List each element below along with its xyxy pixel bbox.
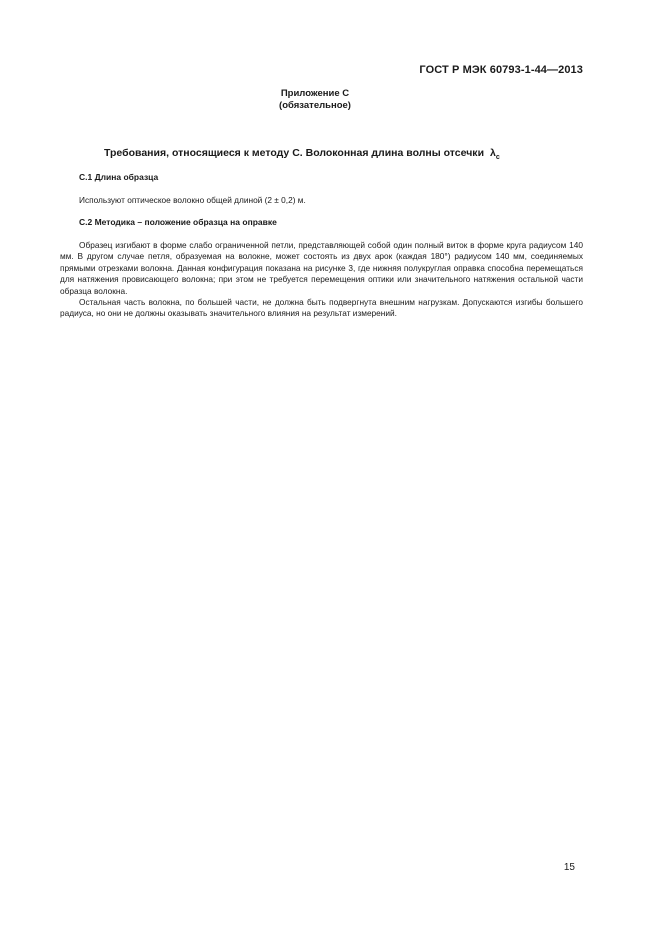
page-number: 15 (563, 862, 575, 873)
annex-type: (обязательное) (279, 100, 351, 111)
standard-number: ГОСТ Р МЭК 60793-1-44—2013 (419, 64, 583, 76)
section-c2-body (60, 240, 583, 320)
paragraph: Образец изгибают в форме слабо ограниченной петли, представляющей собой один полный виток в форме круга радиусом 140 мм. В другом случае петля, образуемая на волокне, может состоять из двух арок (каждая 180°) радиусом 140 мм, соединяемых прямыми отрезками волокна. Данная конфигурация показана на рисунке 3, где нижняя полукруглая оправка способна перемещаться для натяжения провисающего волокна; при этом не требуется перемещения оптики или значительного натяжения остальной части образца волокна. (60, 240, 583, 296)
annex-header (0, 88, 630, 112)
section-heading-c1: С.1 Длина образца (79, 172, 159, 182)
annex-title (104, 147, 500, 161)
section-heading-c2: С.2 Методика – положение образца на оправке (79, 217, 277, 227)
annex-label: Приложение С (280, 88, 350, 99)
lambda-symbol: λ (490, 147, 496, 159)
section-c1-text: Используют оптическое волокно общей длиной (2 ± 0,2) м. (79, 195, 306, 205)
annex-title-text: Требования, относящиеся к методу С. Волоконная длина волны отсечки (104, 147, 485, 159)
lambda-subscript: c (495, 154, 500, 162)
paragraph: Остальная часть волокна, по большей части, не должна быть подвергнута внешним нагрузкам. Допускаются изгибы большего радиуса, но они не должны оказывать значительного влияния на результат измерений. (60, 297, 583, 319)
